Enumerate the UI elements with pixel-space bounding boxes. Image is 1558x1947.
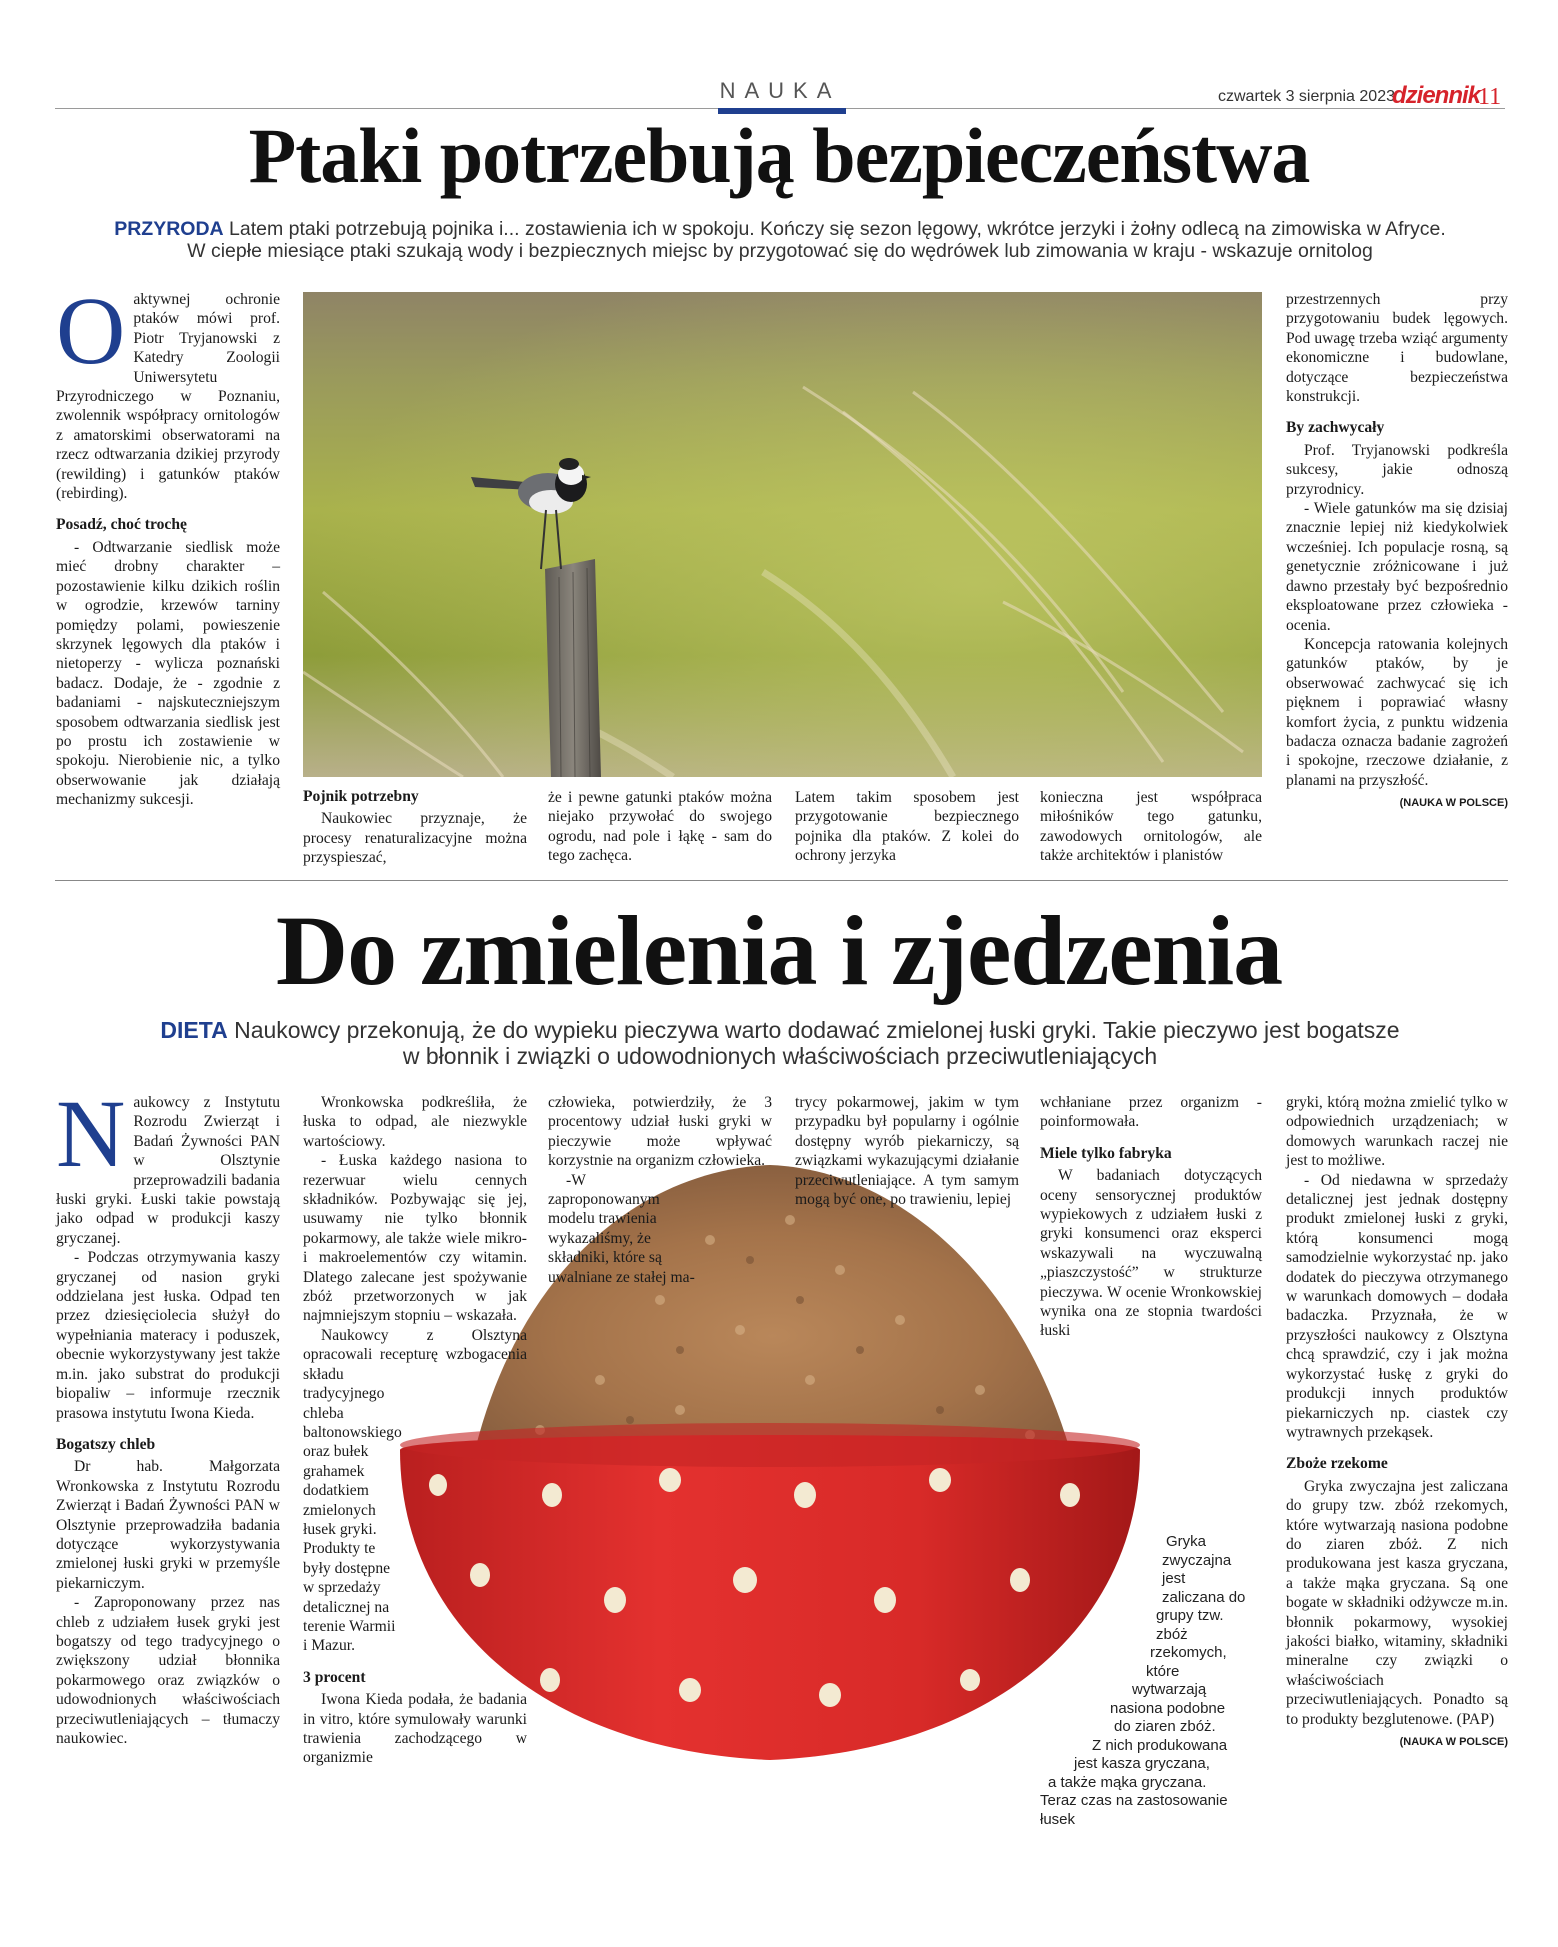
article2-paragraph: W badaniach dotyczących oceny sensorycznej produktów wypiekowych z udziałem łuski z gryki konsumenci oraz eksperci wskazywali na wyczuwalną „piaszczystość” w strukturze pieczywa. W ocenie Wronkowskiej wynika ona ze stopnia twardości łuski xyxy=(1040,1167,1262,1340)
article1-paragraph: - Odtwarzanie siedlisk może mieć drobny charakter – pozostawienie kilku dzikich roślin w ogrodzie, krzewów tarniny pomiędzy polami, powieszenie skrzynek lęgowych dla ptaków i nietoperzy - wylicza poznański badacz. Dodaje, że - zgodnie z badaniami - najskuteczniejszym sposobem odtwarzania siedlisk jest po prostu ich zostawienie w spokoju. Nierobienie nic, a tylko obserwowanie jak działają mechanizmy sukcesji. xyxy=(56,538,280,809)
article2-kicker: DIETA xyxy=(160,1017,228,1043)
article2-headline: Do zmielenia i zjedzenia xyxy=(275,895,1283,1006)
article1-kicker: PRZYRODA xyxy=(114,218,224,240)
article2-paragraph: trycy pokarmowej, jakim w tym przypadku był popularny i ogólnie dostępny wyrób piekarniczy, są związkami wykazującymi działanie przeciwutleniające. A tym samym mogą być one, po trawieniu, lepiej xyxy=(795,1094,1019,1209)
bowl-caption-line: jest xyxy=(1162,1570,1186,1587)
article2-credit: (NAUKA W POLSCE) xyxy=(1399,1736,1508,1748)
article1-paragraph: Koncepcja ratowania kolejnych gatunków ptaków, by je obserwować zachwycać się ich pięknem i poprawiać własny komfort życia, z punktu widzenia badacza oznacza badanie zagrożeń i spokojne, rzeczowe działanie, z planami na przyszłość. xyxy=(1286,635,1508,789)
article2-column-1 xyxy=(56,1080,280,1748)
article1-paragraph: aktywnej ochronie ptaków mówi prof. Piotr Tryjanowski z Katedry Zoologii Uniwersytetu Przyrodniczego w Poznaniu, zwolennik współpracy ornitologów z amatorskimi obserwatorami na rzecz odtwarzania dzikiej przyrody (rewilding) i gatunków ptaków (rebirding). xyxy=(56,291,280,503)
article1-dropcap: O xyxy=(56,277,126,384)
bowl-caption xyxy=(1040,1533,1260,1829)
article1-lede xyxy=(60,218,1500,263)
article1-column-6 xyxy=(1286,290,1508,814)
article2-paragraph: - Łuska każdego nasiona to rezerwuar wielu cennych składników. Pozbywając się jej, usuwamy nie tylko błonnik pokarmowy, ale także wiele mikro- i makroelementów czy witamin. Dlatego zalecane jest spożywanie zbóż przetworzonych w jak najmniejszym stopniu – wskazała. xyxy=(303,1152,527,1325)
article1-column-2 xyxy=(303,787,527,868)
article1-credit: (NAUKA W POLSCE) xyxy=(1399,797,1508,810)
article1-subhead: By zachwycały xyxy=(1286,419,1385,437)
bowl-caption-line: wytwarzają xyxy=(1132,1681,1207,1698)
article2-column-2 xyxy=(303,1093,527,1768)
article2-paragraph: - Zaproponowany przez nas chleb z udziałem łusek gryki jest bogatszy od tego tradycyjnego o zwiększony udział błonnika pokarmowego oraz związków o udowodnionych właściwościach przeciwutleniających – tłumaczy naukowiec. xyxy=(56,1594,280,1747)
article2-lede-line2: w błonnik i związki o udowodnionych właściwościach przeciwutleniających xyxy=(402,1043,1158,1070)
article-divider xyxy=(55,880,1508,881)
article2-lede-line1: Naukowcy przekonują, że do wypieku pieczywa warto dodawać zmielonej łuski gryki. Takie pieczywo jest bogatsze xyxy=(227,1017,1400,1043)
bowl-caption-line: a także mąka gryczana. xyxy=(1048,1773,1207,1791)
article2-paragraph: - Od niedawna w sprzedaży detalicznej jest jednak dostępny produkt zmielonej łuski z gryki, którą konsumenci mogą samodzielnie wykorzystać np. jako dodatek do pieczywa otrzymanego w warunkach domowych – dodała badaczka. Przyznała, że w przyszłości naukowcy z Olsztyna chcą sprawdzić, czy i jak można wykorzystać łuskę z gryki do produkcji innych produktów piekarniczych np. ciastek czy wytrawnych przekąsek. xyxy=(1286,1171,1508,1441)
article2-subhead: Bogatszy chleb xyxy=(56,1435,156,1453)
bowl-caption-line: zaliczana do xyxy=(1162,1588,1246,1606)
bowl-caption-line: nasiona podobne xyxy=(1110,1699,1226,1717)
article2-paragraph: człowieka, potwierdziły, że 3 procentowy udział łuski gryki w pieczywie może wpływać korzystnie na organizm człowieka. xyxy=(548,1094,772,1170)
article2-paragraph: -W zaproponowanym modelu trawienia wykazaliśmy, że składniki, które są uwalniane ze stałej ma- xyxy=(548,1171,695,1286)
bird-on-post-image xyxy=(303,292,1262,777)
article1-paragraph: konieczna jest współpraca miłośników tego gatunku, zawodowych ornitologów, ale także architektów i planistów xyxy=(1040,789,1262,865)
issue-date: czwartek 3 sierpnia 2023 xyxy=(1218,88,1395,105)
article1-headline: Ptaki potrzebują bezpieczeństwa xyxy=(248,112,1310,199)
article1-paragraph: że i pewne gatunki ptaków można niejako przywołać do swojego ogrodu, nad pole i łąkę - sam do tego zachęca. xyxy=(548,789,772,865)
article2-column-3 xyxy=(548,1093,772,1287)
article2-paragraph: tradycyjnego chleba baltonowskiego oraz bułek grahamek dodatkiem zmielonych łusek gryki. Produkty te były dostępne w sprzedaży detalicznej na terenie Warmii i Mazur. xyxy=(303,1385,402,1655)
bowl-caption-line: zbóż xyxy=(1156,1625,1188,1643)
bowl-caption-line: jest kasza gryczana, xyxy=(1074,1755,1210,1772)
article1-paragraph: - Wiele gatunków ma się dzisiaj znacznie lepiej niż kiedykolwiek wcześniej. Ich populacje rosną, są genetycznie zróżnicowane i już dawno przestały być bezpośrednio eksploatowane przez człowieka - ocenia. xyxy=(1286,500,1508,634)
article2-paragraph: aukowcy z Instytutu Rozrodu Zwierząt i Badań Żywności PAN w Olsztynie przeprowadzili badania łuski gryki. Łuski takie powstają jako odpad w produkcji kaszy gryczanej. xyxy=(56,1094,280,1247)
article2-paragraph: Naukowcy z Olsztyna opracowali recepturę wzbogacenia składu xyxy=(303,1326,527,1383)
article1-column-1 xyxy=(56,277,280,810)
article2-subhead: Zboże rzekome xyxy=(1286,1455,1388,1473)
bowl-caption-line: Z nich produkowana xyxy=(1092,1736,1228,1754)
bowl-caption-line: Teraz czas na zastosowanie xyxy=(1040,1792,1228,1809)
bird-photo xyxy=(303,292,1262,777)
bowl-caption-line: które xyxy=(1146,1662,1180,1680)
article2-paragraph: Wronkowska podkreśliła, że łuska to odpad, ale niezwykle wartościowy. xyxy=(303,1094,527,1150)
article2-paragraph: gryki, którą można zmielić tylko w odpowiednich urządzeniach; w domowych warunkach raczej nie jest to możliwe. xyxy=(1286,1094,1508,1170)
article1-column-5 xyxy=(1040,788,1262,866)
article1-subhead: Pojnik potrzebny xyxy=(303,788,419,805)
article1-lede-line2: W ciepłe miesiące ptaki szukają wody i bezpiecznych miejsc by przygotować się do wędrówek lub zimowania w kraju - wskazuje ornitolog xyxy=(187,240,1373,263)
article1-column-3 xyxy=(548,788,772,866)
article2-paragraph: Gryka zwyczajna jest zaliczana do grupy tzw. zbóż rzekomych, które wytwarzają nasiona podobne do ziaren zbóż. Z nich produkowana jest kasza gryczana, a także mąka gryczana. Są one bogate w składniki odżywcze m.in. błonnik pokarmowy, wysokiej jakości białko, witaminy, składniki mineralne czy związki o właściwościach przeciwutleniających. Ponadto są to produkty bezglutenowe. (PAP) xyxy=(1286,1477,1508,1728)
bowl-caption-line: łusek xyxy=(1040,1810,1076,1828)
article1-lede-line1: Latem ptaki potrzebują pojnika i... zostawienia ich w spokoju. Kończy się sezon lęgowy, wkrótce jerzyki i żołny odlecą na zimowiska w Afryce. xyxy=(223,218,1446,240)
article2-paragraph: - Podczas otrzymywania kaszy gryczanej od nasion gryki oddzielana jest łuska. Odpad ten przez dziesięciolecia służył do wypełniania materacy i poduszek, obecnie wykorzystywany jest także m.in. jako substrat do produkcji biopaliw – informuje rzecznik prasowa instytutu Iwona Kieda. xyxy=(56,1249,280,1422)
article1-paragraph: Naukowiec przyznaje, że procesy renaturalizacyjne można przyspieszać, xyxy=(303,810,527,867)
bowl-caption-line: do ziaren zbóż. xyxy=(1114,1718,1216,1735)
article2-dropcap: N xyxy=(56,1080,126,1187)
article1-subhead: Posadź, choć trochę xyxy=(56,516,187,534)
brand-logo: dziennik xyxy=(1392,82,1481,109)
article1-paragraph: przestrzennych przy przygotowaniu budek lęgowych. Pod uwagę trzeba wziąć argumenty ekonomiczne i budowlane, dotyczące bezpieczeństwa konstrukcji. xyxy=(1286,291,1508,406)
section-label: NAUKA xyxy=(719,78,841,103)
page-number: 11 xyxy=(1478,84,1502,110)
article2-column-4 xyxy=(795,1093,1019,1209)
bowl-caption-line: rzekomych, xyxy=(1150,1644,1227,1661)
article2-subhead: 3 procent xyxy=(303,1668,366,1686)
article1-column-4 xyxy=(795,788,1019,866)
bowl-caption-line: grupy tzw. xyxy=(1156,1607,1224,1624)
article2-paragraph: wchłaniane przez organizm - poinformowała. xyxy=(1040,1094,1262,1131)
article2-column-5 xyxy=(1040,1093,1262,1341)
article2-column-6 xyxy=(1286,1093,1508,1752)
article2-lede xyxy=(60,1017,1500,1070)
bowl-caption-line: zwyczajna xyxy=(1162,1551,1232,1569)
article2-subhead: Miele tylko fabryka xyxy=(1040,1144,1172,1162)
article1-paragraph: Prof. Tryjanowski podkreśla sukcesy, jakie odnoszą przyrodnicy. xyxy=(1286,441,1508,498)
article2-paragraph: Iwona Kieda podała, że badania in vitro, które symulowały warunki trawienia zachodzącego w organizmie xyxy=(303,1691,527,1767)
article2-paragraph: Dr hab. Małgorzata Wronkowska z Instytutu Rozrodu Zwierząt i Badań Żywności PAN w Olsztynie przeprowadziła badania dotyczące wykorzystywania zmielonej łuski gryki w przemyśle piekarniczym. xyxy=(56,1458,280,1592)
article1-paragraph: Latem takim sposobem jest przygotowanie bezpiecznego pojnika dla ptaków. Z kolei do ochrony jerzyka xyxy=(795,789,1019,865)
bowl-caption-line: Gryka xyxy=(1166,1533,1207,1550)
